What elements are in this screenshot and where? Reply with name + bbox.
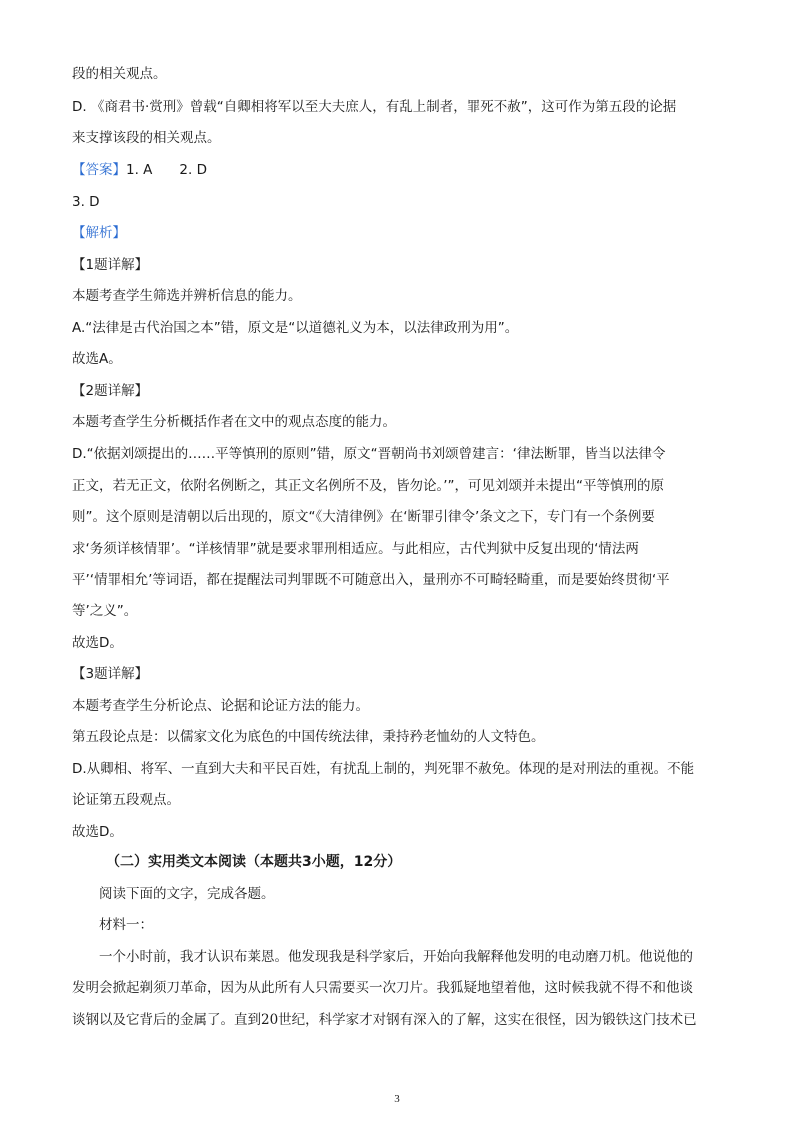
- text-line: 论证第五段观点。: [72, 792, 180, 808]
- analysis-tag: 【解析】: [72, 225, 126, 241]
- text-line: 则”。这个原则是清朝以后出现的，原文“《大清律例》在‘断罪引律令’条文之下，专门有一个条例要: [72, 509, 655, 525]
- answer-text: 1. A 2. D: [126, 162, 207, 178]
- text-line: 等’之义”。: [72, 603, 138, 619]
- part-heading: （二）实用类文本阅读（本题共3小题，12分）: [106, 854, 402, 870]
- text-line: 本题考查学生筛选并辨析信息的能力。: [72, 288, 302, 304]
- section-heading: 【3题详解】: [72, 666, 149, 682]
- section-heading: 【1题详解】: [72, 257, 149, 273]
- text-line: 故选A。: [72, 351, 122, 367]
- text-line: 故选D。: [72, 824, 123, 840]
- material-text-line: 谈钢以及它背后的金属了。直到20世纪，科学家才对钢有深入的了解，这实在很怪，因为锻铁这门技术已: [72, 1012, 697, 1028]
- text-line: D.“依据刘颂提出的……平等慎刑的原则”错，原文“晋朝尚书刘颂曾建言：‘律法断罪，皆当以法律令: [72, 446, 666, 462]
- text-line: A.“法律是古代治国之本”错，原文是“以道德礼义为本，以法律政刑为用”。: [72, 320, 519, 336]
- material-text-line: 发明会掀起剃须刀革命，因为从此所有人只需要买一次刀片。我狐疑地望着他，这时候我就不得不和他谈: [72, 980, 693, 996]
- text-line: 故选D。: [72, 635, 123, 651]
- text-line: 正文，若无正文，依附名例断之，其正文名例所不及，皆勿论。’”，可见刘颂并未提出“平等慎刑的原: [72, 478, 665, 494]
- text-line: 段的相关观点。: [72, 66, 167, 82]
- text-line: D.从卿相、将军、一直到大夫和平民百姓，有扰乱上制的，判死罪不赦免。体现的是对刑法的重视。不能: [72, 761, 695, 777]
- instruction-line: 阅读下面的文字，完成各题。: [99, 886, 275, 902]
- text-line: D. 《商君书·赏刑》曾载“自卿相将军以至大夫庶人，有乱上制者，罪死不赦”，这可作为第五段的论据: [72, 99, 677, 115]
- answer-tag: 【答案】: [72, 162, 126, 178]
- text-line: 本题考查学生分析概括作者在文中的观点态度的能力。: [72, 414, 396, 430]
- material-label: 材料一：: [99, 917, 153, 933]
- material-text-line: 一个小时前，我才认识布莱恩。他发现我是科学家后，开始向我解释他发明的电动磨刀机。他说他的: [99, 949, 693, 965]
- text-line: 本题考查学生分析论点、论据和论证方法的能力。: [72, 698, 369, 714]
- text-line: 第五段论点是：以儒家文化为底色的中国传统法律，秉持矜老恤幼的人文特色。: [72, 729, 545, 745]
- text-line: 求‘务须详核情罪’。“详核情罪”就是要求罪刑相适应。与此相应，古代判狱中反复出现的‘情法两: [72, 541, 639, 557]
- text-line: 平’‘情罪相允’等词语，都在提醒法司判罪既不可随意出入，量刑亦不可畸轻畸重，而是要始终贯彻‘平: [72, 572, 670, 588]
- text-line: 来支撑该段的相关观点。: [72, 130, 221, 146]
- answer-line: [72, 160, 732, 180]
- page-number: 3: [394, 1093, 400, 1105]
- text-line: 3. D: [72, 194, 100, 210]
- section-heading: 【2题详解】: [72, 383, 149, 399]
